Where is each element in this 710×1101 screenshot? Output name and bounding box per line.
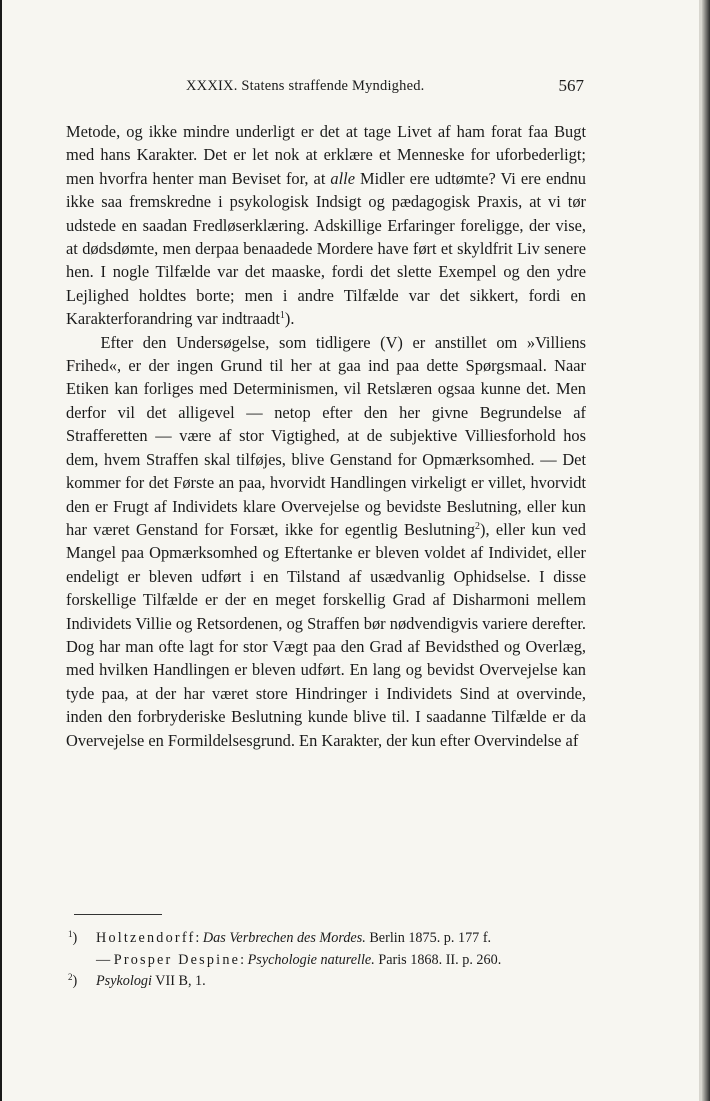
footnote-divider [74, 914, 162, 915]
footnote-mark: $^2$) [68, 972, 78, 989]
footnote-title: Psykologi [96, 973, 152, 989]
emphasis: alle [330, 168, 355, 188]
body-text [66, 120, 586, 752]
page-header [66, 76, 586, 100]
footnote-author: Prosper Despine [113, 951, 241, 968]
paragraph-2: Efter den Undersøgelse, som tidligere (V) er anstillet om »Villiens Frihed«, er der ingen Grund til her at gaa ind paa dette Spørgsmaal. Naar Etiken kan forliges med Determinismen, vil Retslæren ogsaa kunne det. Men derfor vil det alligevel — netop efter den her givne Begrundelse af Strafferetten — være af stor Vigtighed, at de subjektive Villiesforhold hos dem, hvem Straffen skal tilføjes, blive Genstand for Opmærksomhed. — Det kommer for det Første an paa, hvorvidt Handlingen virkeligt er villet, hvorvidt den er Frugt af Individets klare Overvejelse og bevidste Beslutning, eller kun har været Genstand for Forsæt, ikke for egentlig Beslutning$^2$), eller kun ved Mangel paa Opmærksomhed og Eftertanke er bleven voldet af Individet, eller endeligt er bleven udført i en Tilstand af usædvanlig Ophidselse. I disse forskellige Tilfælde er der en meget forskellig Grad af Disharmoni mellem Individets Villie og Retsordenen, og Straffen bør nødvendigvis variere derefter. Dog har man ofte lagt for stor Vægt paa den Grad af Bevidsthed og Overlæg, med hvilken Handlingen er bleven udført. En lang og bevidst Overvejelse kan tyde paa, at der har været store Hindringer i Individets Sind at overvinde, inden den forbryderiske Beslutning kunde blive til. I saadanne Tilfælde er da Overvejelse en Formildelsesgrund. En Karakter, der kun efter Overvindelse af [66, 332, 586, 750]
page-edge-shadow [702, 0, 710, 1101]
footnote-ref-1[interactable]: 1 [279, 310, 285, 322]
book-page [2, 0, 702, 1101]
page-number: 567 [558, 76, 584, 95]
running-head: XXXIX. Statens straffende Myndighed. [186, 78, 425, 94]
footnote-ref-2[interactable]: 2 [475, 520, 481, 532]
footnote-title: Psychologie naturelle. [247, 951, 375, 968]
footnotes [66, 928, 592, 993]
footnote-1: $^1$) Holtzendorff: Das Verbrechen des Mordes. Berlin 1875. p. 177 f. [66, 928, 592, 950]
paragraph-1: Metode, og ikke mindre underligt er det at tage Livet af ham forat faa Bugt med hans Karakter. Det er let nok at erklære et Menneske for uforbederligt; men hvorfra henter man Beviset for, at alle Midler ere udtømte? Vi ere endnu ikke saa fremskredne i psykologisk Indsigt og pædagogisk Praxis, at vi tør udstede en saadan Fredløserklæring. Adskillige Erfaringer foreligge, der vise, at dødsdømte, men derpaa benaadede Mordere have ført et skyldfrit Liv senere hen. I nogle Tilfælde var det maaske, fordi det slette Exempel og den ydre Lejlighed holdtes borte; men i andre Tilfælde var det sikkert, fordi en Karakterforandring var indtraadt$^1$). [66, 122, 586, 329]
footnote-title: Das Verbrechen des Mordes. [202, 930, 366, 946]
footnote-1-cont: — Prosper Despine: Psychologie naturelle. Paris 1868. II. p. 260. [96, 951, 502, 968]
footnote-mark: $^1$) [68, 929, 78, 946]
footnote-2: $^2$) Psykologi VII B, 1. [66, 971, 592, 993]
footnote-author: Holtzendorff [96, 930, 196, 946]
